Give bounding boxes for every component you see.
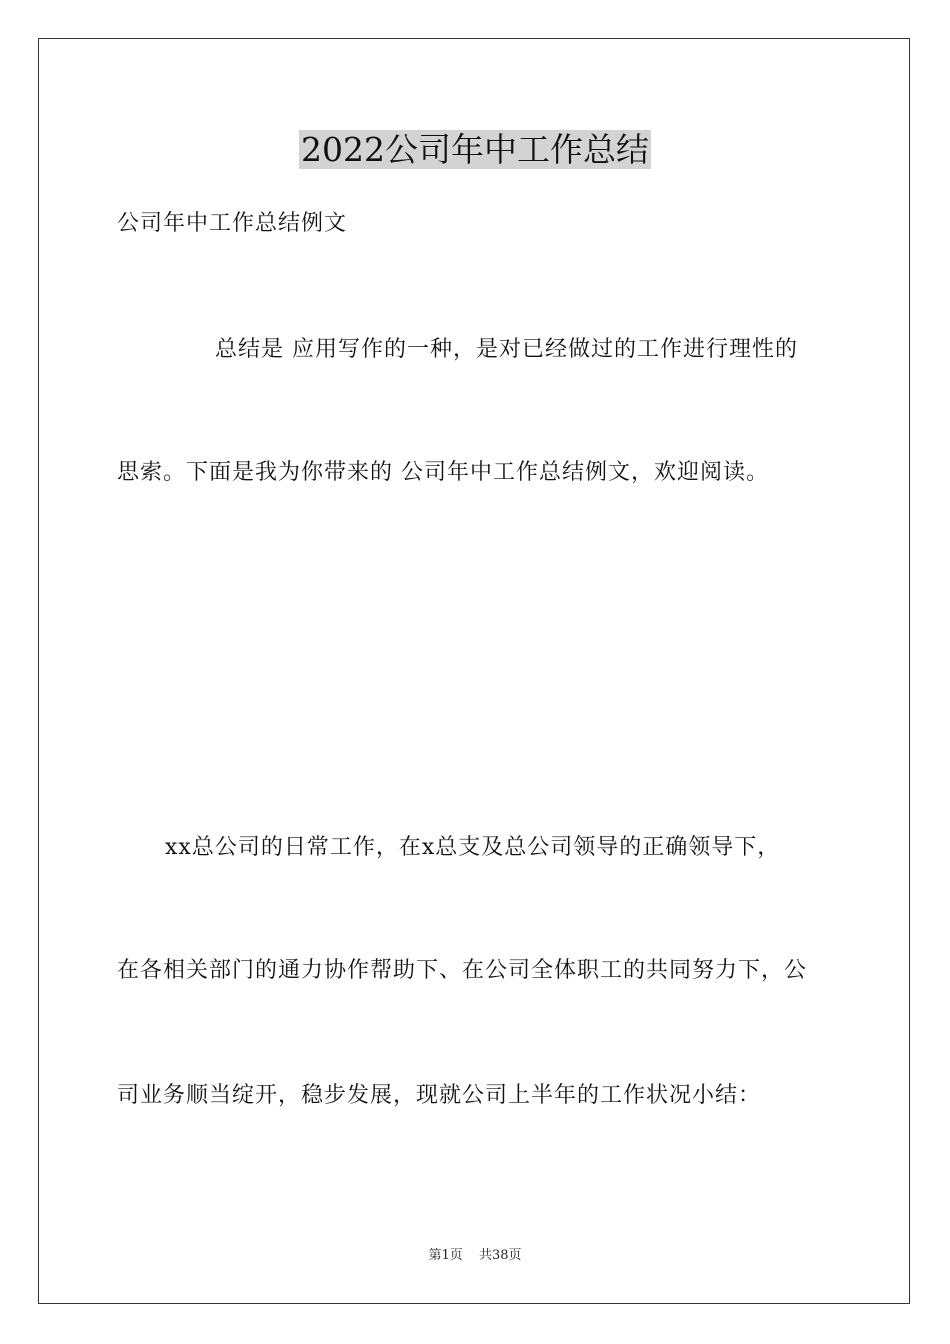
page-footer	[0, 1247, 950, 1265]
page-total: 共38页	[478, 1248, 522, 1263]
paragraph-line-4: 在各相关部门的通力协作帮助下、在公司全体职工的共同努力下，公	[117, 958, 808, 983]
paragraph-line-3: xx总公司的日常工作，在x总支及总公司领导的正确领导下，	[165, 835, 781, 860]
paragraph-line-5: 司业务顺当绽开，稳步发展，现就公司上半年的工作状况小结：	[117, 1083, 762, 1108]
document-title	[0, 128, 950, 172]
document-title-text: 2022公司年中工作总结	[301, 130, 649, 169]
page-number: 第1页	[428, 1248, 463, 1263]
paragraph-line-2: 思索。下面是我为你带来的 公司年中工作总结例文，欢迎阅读。	[117, 460, 769, 485]
paragraph-line-1: 总结是 应用写作的一种，是对已经做过的工作进行理性的	[215, 337, 798, 362]
document-subtitle: 公司年中工作总结例文	[117, 211, 348, 236]
